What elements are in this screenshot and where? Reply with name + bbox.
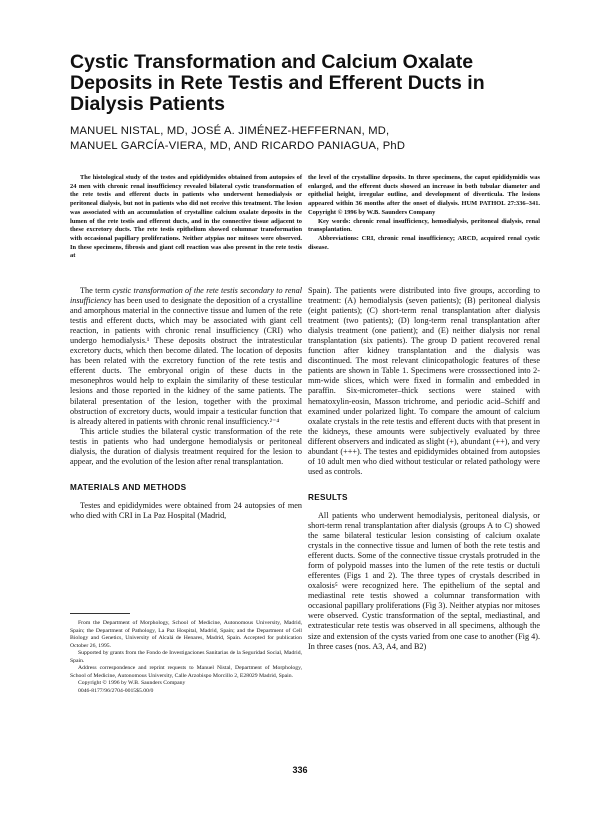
footnote-rule: [70, 613, 130, 614]
article-title: Cystic Transformation and Calcium Oxalate Deposits in Rete Testis and Efferent Ducts in Dialysis Patients: [70, 51, 485, 115]
authors-line-2: MANUEL GARCÍA-VIERA, MD, AND RICARDO PANIAGUA, PhD: [70, 140, 406, 152]
abstract-continuation: the level of the crystalline deposits. In three specimens, the caput epididymidis was enlarged, and the efferent ducts showed an increase in both tubular diameter and epithelial height, irregular outline, and development of diverticula. The lesions appeared within 36 months after the onset of dialysis.: [308, 174, 540, 208]
methods-continuation: Spain). The patients were distributed into five groups, according to treatment: (A) hemodialysis (seven patients); (B) peritoneal dialysis (eight patients); (C) short-term renal transplantation after dialysis treatment (two patients); (D) long-term renal transplantation after dialysis treatment (one patient); and (E) neither dialysis nor renal transplantation (six patients). The group D patient recovered renal function after kidney transplantation and the dialysis was discontinued. The most relevant clinicopathologic features of these patients are shown in Table 1. Specimens were crosssectioned into 2-mm-wide slices, which were fixed in formalin and embedded in paraffin. Six-micrometer–thick sections were stained with hematoxylin-eosin, Masson trichrome, and periodic acid–Schiff and examined under polarized light. To compare the amount of calcium oxalate crystals in the rete testis and efferent ducts with that present in the kidneys, these amounts were subjectively evaluated by three different observers and indicated as slight (+), abundant (++), and very abundant (+++). The testes and epididymides obtained from autopsies of 10 adult men who died without testicular or related pathology were used as controls.: [308, 286, 540, 476]
results-heading: RESULTS: [308, 492, 348, 502]
footnote-correspondence: Address correspondence and reprint requests to Manuel Nistal, Department of Morphology, School of Medicine, Autonomous University, Calle Arzobispo Morcillo 2, E28029 Madrid, Spain.: [70, 665, 302, 679]
left-body-column: [70, 286, 302, 521]
abstract-left: [70, 174, 302, 261]
footnote-support: Supported by grants from the Fondo de Investigaciones Sanitarias de la Seguridad Social, Madrid, Spain.: [70, 650, 302, 664]
intro-paragraph-2: This article studies the bilateral cystic transformation of the rete testis in patients who had undergone hemodialysis or peritoneal dialysis, the duration of dialysis treatment required for the lesion to appear, and the evolution of the lesion after renal transplantation.: [70, 426, 302, 466]
footnotes: [70, 620, 302, 695]
intro-italic-term: cystic transformation of the rete testis secondary to renal insufficiency: [70, 286, 302, 306]
footnote-affiliation: From the Department of Morphology, School of Medicine, Autonomous University, Madrid, Spain; the Department of Pathology, La Paz Hospital, Madrid, Spain; and the Department of Cell Biology and Genetics, University of Alcalá de Henares, Madrid, Spain. Accepted for publication October 26, 1995.: [70, 620, 302, 649]
right-body-column: [308, 286, 540, 652]
abstract-text-left: The histological study of the testes and epididymides obtained from autopsies of 24 men with chronic renal insufficiency revealed bilateral cystic transformation of the rete testis and efferent ducts in patients who underwent hemodialysis or peritoneal dialysis, but not in patients who did not receive this treatment. The lesion was associated with an accumulation of crystalline calcium oxalate deposits in the lumen of the rete testis and efferent ducts, and in the connective tissue adjacent to these excretory ducts. The rete testis epithelium showed columnar transformation with occasional papillary proliferations. Neither atypias nor mitoses were observed. In these specimens, fibrosis and giant cell reaction was also present in the rete testis at: [70, 174, 302, 260]
methods-paragraph: Testes and epididymides were obtained from 24 autopsies of men who died with CRI in La Paz Hospital (Madrid,: [70, 500, 302, 520]
results-paragraph: All patients who underwent hemodialysis, peritoneal dialysis, or short-term renal transplantation after dialysis (groups A to C) showed the same bilateral testicular lesion consisting of calcium oxalate crystals in the connective tissue and lumen of both the rete testis and efferent ducts. Some of the connective tissue crystals protruded in the form of polypoid masses into the lumen of the rete testis or ductuli efferentes (Figs 1 and 2). The three types of crystals described in oxalosis⁵ were recognized here. The epithelium of the septal and mediastinal rete testis showed a columnar transformation with occasional papillary proliferations (Fig 3). Neither atypias nor mitoses were observed. Cystic transformation of the septal, mediastinal, and extratesticular rete testis was observed in all specimens, although the size and extension of the cysts varied from one case to another (Fig 4). In three cases (nos. A3, A4, and B2): [308, 510, 540, 651]
footnote-copyright: Copyright © 1996 by W.B. Saunders Company: [78, 680, 186, 686]
materials-methods-heading: MATERIALS AND METHODS: [70, 482, 187, 492]
abstract-right: [308, 174, 540, 252]
abstract-citation: HUM PATHOL 27:336–341. Copyright © 1996 by W.B. Saunders Company: [308, 200, 540, 216]
intro-rest: has been used to designate the deposition of a crystalline and amorphous material in the connective tissue and lumen of the rete testis and efferent ducts, which may be associated with giant cell reaction, in patients with chronic renal insufficiency (CRI) who undergo hemodialysis.¹ These deposits obstruct the intratesticular excretory ducts, which then become dilated. The location of deposits has been related with the excretory function of the rete testis and efferent ducts. The embryonal origin of these ducts in the mesonephros would help to explain the similarity of these testicular lesions and those reported in the kidney of the same patients. The bilateral presentation of the lesion, together with the proximal obstruction of excretory ducts, would impair a testicular function that is already altered in patients with chronic renal insufficiency.²⁻⁴: [70, 296, 302, 426]
footnote-issn: 0046-8177/96/2704-0015$5.00/0: [78, 687, 154, 694]
intro-lead: The term: [80, 286, 113, 295]
authors-line-1: MANUEL NISTAL, MD, JOSÉ A. JIMÉNEZ-HEFFERNAN, MD,: [70, 125, 390, 137]
page-number: 336: [292, 765, 308, 775]
keywords: Key words: chronic renal insufficiency, hemodialysis, peritoneal dialysis, renal transplantation.: [308, 217, 540, 234]
intro-paragraph: [70, 286, 302, 427]
abbreviations: Abbreviations: CRI, chronic renal insufficiency; ARCD, acquired renal cystic disease.: [308, 234, 540, 251]
abstract-text-right: [308, 174, 540, 218]
authors: [70, 124, 540, 154]
